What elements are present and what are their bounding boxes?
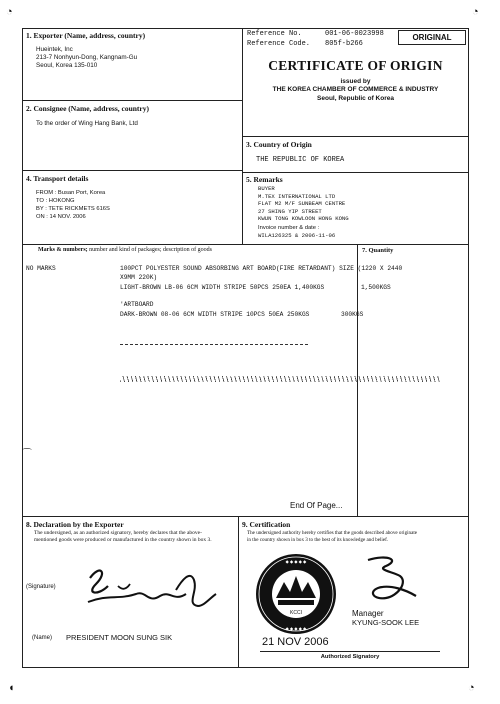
declaration-text-line1: The undersigned, as an authorized signatory, hereby declares that the above- <box>34 530 202 536</box>
corner-mark-top-right: ◔ <box>472 6 479 18</box>
goods-line: 100PCT POLYESTER SOUND ABSORBING ART BOARD(FIRE RETARDANT) SIZE (1220 X 2440 <box>120 265 403 272</box>
issuing-location: Seoul, Republic of Korea <box>317 95 394 102</box>
divider <box>22 170 242 171</box>
manager-name: KYUNG-SOOK LEE <box>352 618 420 627</box>
goods-header-bold: Marks & numbers; <box>38 247 88 253</box>
transport-from: FROM : Busan Port, Korea <box>36 190 106 196</box>
country-of-origin-value: THE REPUBLIC OF KOREA <box>256 156 345 164</box>
divider <box>242 136 469 137</box>
manager-title: Manager <box>352 609 384 618</box>
goods-line: LIGHT-BROWN LB-06 6CM WIDTH STRIPE 50PCS 250EA 1,400KGS <box>120 284 325 291</box>
remarks-line: M.TEX INTERNATIONAL LTD <box>258 192 336 200</box>
transport-on: ON : 14 NOV. 2006 <box>36 214 86 220</box>
declaration-header: 8. Declaration by the Exporter <box>26 520 124 529</box>
certification-header: 9. Certification <box>242 520 291 529</box>
exporter-address-line2: Seoul, Korea 135-010 <box>36 62 98 69</box>
reference-no-label: Reference No. <box>247 30 302 38</box>
invoice-value: WILA126325 & 2006-11-06 <box>258 232 336 239</box>
svg-text:◆ ◆ ◆ ◆ ◆: ◆ ◆ ◆ ◆ ◆ <box>285 559 307 564</box>
goods-line: X9MM 220K) <box>120 274 158 281</box>
signatory-line <box>260 651 440 652</box>
reference-no-value: 001-06-0023998 <box>325 30 384 38</box>
corner-mark-top-left: ◔ <box>6 6 13 18</box>
country-of-origin-header: 3. Country of Origin <box>246 140 312 149</box>
exporter-address-line1: 213-7 Nonhyun-Dong, Kangnam-Gu <box>36 54 138 61</box>
marks-value: NO MARKS <box>26 265 56 272</box>
svg-text:KCCI: KCCI <box>290 610 302 616</box>
goods-header <box>38 247 212 253</box>
divider <box>22 244 469 245</box>
issued-by-label: issued by <box>340 78 371 85</box>
goods-line: DARK-BROWN 08-06 6CM WIDTH STRIPE 10PCS 50EA 250KGS <box>120 311 310 318</box>
chamber-seal <box>254 552 338 636</box>
exporter-header: 1. Exporter (Name, address, country) <box>26 31 146 40</box>
reference-code-label: Reference Code. <box>247 40 311 48</box>
transport-to: TO : HOKONG <box>36 198 75 204</box>
remarks-header: 5. Remarks <box>246 175 283 184</box>
certification-text-line2: in the country shown in box 3 to the best of its knowledge and belief. <box>247 537 389 543</box>
divider <box>242 172 469 173</box>
exporter-signature <box>78 560 223 620</box>
separator-dashes <box>120 344 308 345</box>
consignee-value: To the order of Wing Hang Bank, Ltd <box>36 120 138 127</box>
document-title: CERTIFICATE OF ORIGIN <box>268 58 443 73</box>
transport-header: 4. Transport details <box>26 174 89 183</box>
remarks-line: BUYER <box>258 185 275 192</box>
divider <box>238 516 239 668</box>
original-badge: ORIGINAL <box>398 30 466 45</box>
exporter-name: Hueintek, Inc <box>36 46 73 53</box>
remarks-line: 27 SHING YIP STREET <box>258 207 322 215</box>
exporter-signatory-name: PRESIDENT MOON SUNG SIK <box>66 633 173 642</box>
svg-text:◆ ◆ ◆ ◆ ◆: ◆ ◆ ◆ ◆ ◆ <box>285 626 307 631</box>
transport-by: BY : TETE RICKMETS 616S <box>36 206 110 212</box>
divider <box>22 516 469 517</box>
name-label: (Name) <box>32 635 53 641</box>
authorized-signatory-label: Authorized Signatory <box>320 654 380 660</box>
reference-code-value: 805f-b266 <box>325 40 363 48</box>
consignee-header: 2. Consignee (Name, address, country) <box>26 104 149 113</box>
fill-slashes <box>120 376 440 382</box>
signature-label: (Signature) <box>26 584 56 590</box>
issuing-chamber: THE KOREA CHAMBER OF COMMERCE & INDUSTRY <box>272 86 439 93</box>
goods-header-rest: number and kind of packages; description of goods <box>89 247 212 253</box>
quantity-header: 7. Quantity <box>362 247 394 254</box>
certification-date: 21 NOV 2006 <box>262 636 329 648</box>
certification-text-line1: The undersigned authority hereby certifies that the goods described above originate <box>247 530 418 536</box>
declaration-text-line2: mentioned goods were produced or manufactured in the country shown in box 3. <box>34 537 212 543</box>
divider <box>22 100 242 101</box>
quantity-1: 1,500KGS <box>361 284 391 291</box>
end-of-page-text: End Of Page... <box>290 501 343 510</box>
manager-signature <box>350 552 430 612</box>
corner-mark-bottom-right: ◔ <box>468 682 475 694</box>
remarks-line: FLAT M2 M/F SUNBEAM CENTRE <box>258 200 346 207</box>
invoice-label: Invoice number & date : <box>258 225 320 231</box>
corner-mark-bottom-left: ◖ <box>8 682 15 694</box>
goods-line: 'ARTBOARD <box>120 301 154 308</box>
hole-punch-mark: ⌒ <box>22 449 32 460</box>
quantity-2: 300KGS <box>341 311 364 318</box>
remarks-line: KWUN TONG KOWLOON HONG KONG <box>258 215 349 222</box>
